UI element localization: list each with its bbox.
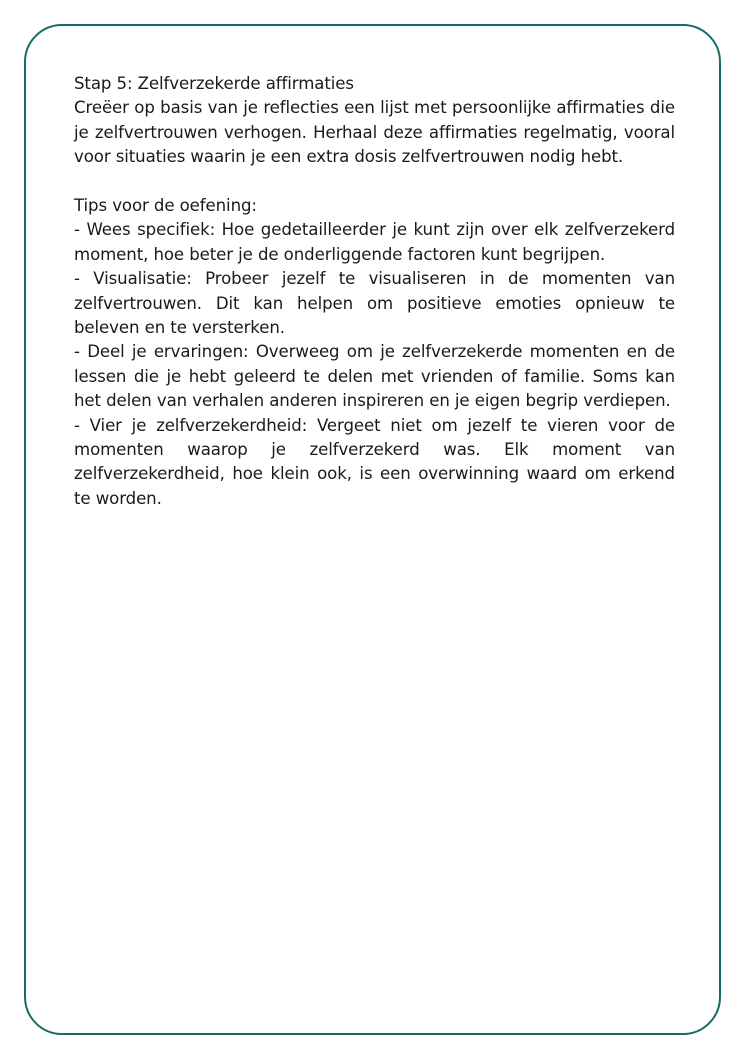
paragraph-spacer [74,170,675,194]
tip-item-celebrate: - Vier je zelfverzekerdheid: Vergeet niet om jezelf te vieren voor de momenten waarop je zelfverzekerd was. Elk moment van zelfverzekerdheid, hoe klein ook, is een overwinning waard om erkend te worden. [74,415,675,508]
tip-item-visualisation: - Visualisatie: Probeer jezelf te visualiseren in de momenten van zelfvertrouwen. Dit kan helpen om positieve emoties opnieuw te beleven en te versterken. [74,269,675,338]
tip-item-specific: - Wees specifiek: Hoe gedetailleerder je kunt zijn over elk zelfverzekerd moment, hoe beter je de onderliggende factoren kunt begrijpen. [74,220,675,264]
document-content [74,72,675,511]
step-body: Creëer op basis van je reflecties een lijst met persoonlijke affirmaties die je zelfvertrouwen verhogen. Herhaal deze affirmaties regelmatig, vooral voor situaties waarin je een extra dosis zelfvertrouwen nodig hebt. [74,98,675,167]
step-heading: Stap 5: Zelfverzekerde affirmaties [74,74,354,93]
tip-item-share: - Deel je ervaringen: Overweeg om je zelfverzekerde momenten en de lessen die je hebt geleerd te delen met vrienden of familie. Soms kan het delen van verhalen anderen inspireren en je eigen begrip verdiepen. [74,342,675,411]
tips-heading: Tips voor de oefening: [74,196,257,216]
